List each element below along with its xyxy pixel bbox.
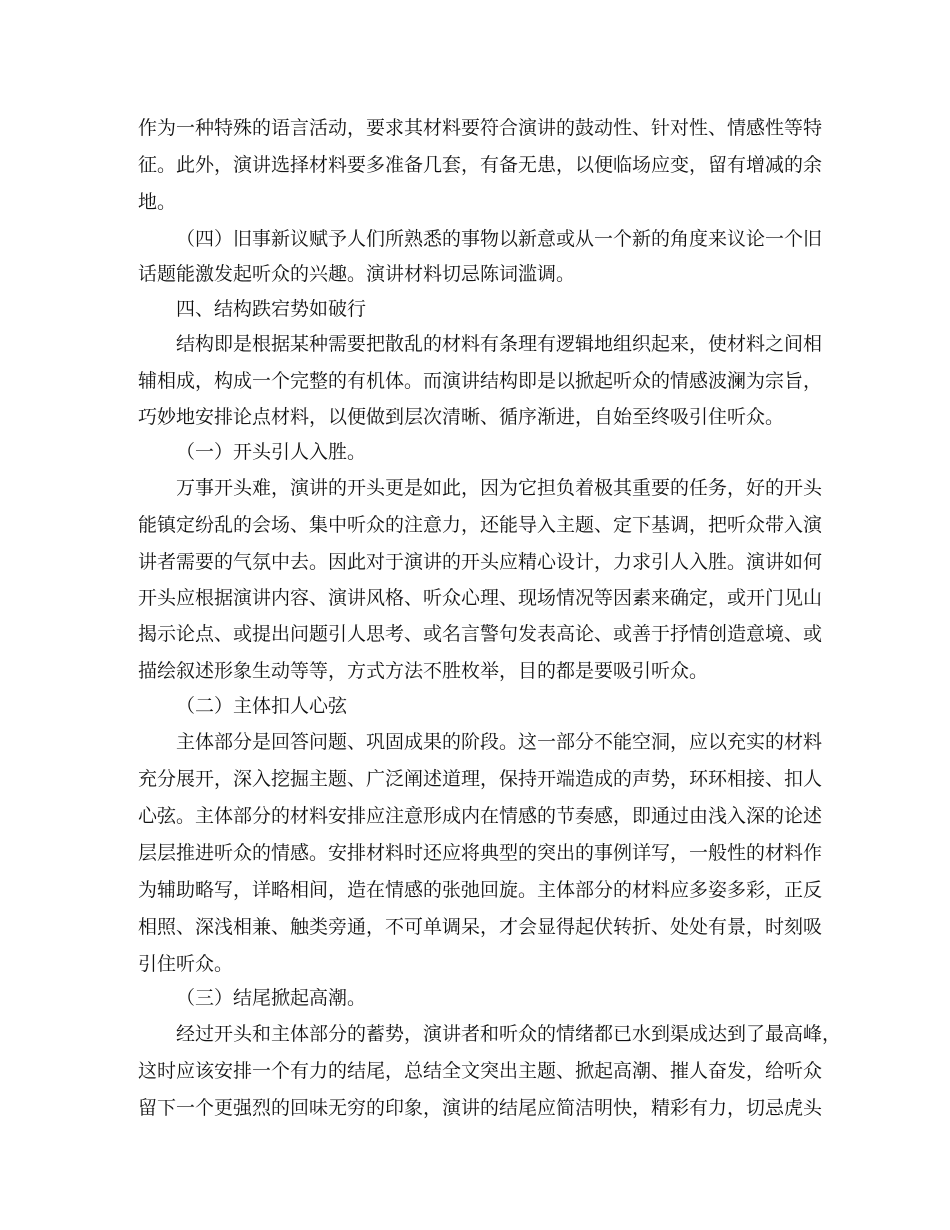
text-line: 地。 xyxy=(138,191,177,213)
subsection-heading: （三）结尾掀起高潮。 xyxy=(176,987,367,1009)
text-line: 能镇定纷乱的会场、集中听众的注意力，还能导入主题、定下基调，把听众带入演 xyxy=(138,514,823,536)
text-line: 巧妙地安排论点材料，以便做到层次清晰、循序渐进，自始至终吸引住听众。 xyxy=(138,406,785,428)
text-line: 心弦。主体部分的材料安排应注意形成内在情感的节奏感，即通过由浅入深的论述 xyxy=(138,805,823,827)
text-line: 作为一种特殊的语言活动，要求其材料要符合演讲的鼓动性、针对性、情感性等特 xyxy=(138,117,823,139)
text-line: 描绘叙述形象生动等等，方式方法不胜枚举，目的都是要吸引听众。 xyxy=(138,660,709,682)
text-line: 开头应根据演讲内容、演讲风格、听众心理、现场情况等因素来确定，或开门见山 xyxy=(138,587,823,609)
text-line: 结构即是根据某种需要把散乱的材料有条理有逻辑地组织起来，使材料之间相 xyxy=(176,333,823,355)
section-heading: 四、结构跌宕势如破行 xyxy=(176,298,367,320)
text-line: 话题能激发起听众的兴趣。演讲材料切忌陈词滥调。 xyxy=(138,263,576,285)
text-line: 这时应该安排一个有力的结尾，总结全文突出主题、掀起高潮、摧人奋发，给听众 xyxy=(138,1060,823,1082)
text-line: 征。此外，演讲选择材料要多准备几套，有备无患，以便临场应变，留有增减的余 xyxy=(138,154,823,176)
text-line: 留下一个更强烈的回味无穷的印象，演讲的结尾应简洁明快，精彩有力，切忌虎头 xyxy=(138,1097,823,1119)
text-line: 万事开头难，演讲的开头更是如此，因为它担负着极其重要的任务，好的开头 xyxy=(176,477,823,499)
text-line: 引住听众。 xyxy=(138,953,234,975)
subsection-heading: （一）开头引人入胜。 xyxy=(176,441,367,463)
subsection-heading: （二）主体扣人心弦 xyxy=(176,695,348,717)
text-line: 相照、深浅相兼、触类旁通，不可单调呆，才会显得起伏转折、处处有景，时刻吸 xyxy=(138,916,823,938)
text-line: 讲者需要的气氛中去。因此对于演讲的开头应精心设计，力求引人入胜。演讲如何 xyxy=(138,551,823,573)
text-line: 揭示论点、或提出问题引人思考、或名言警句发表高论、或善于抒情创造意境、或 xyxy=(138,623,823,645)
text-line: 主体部分是回答问题、巩固成果的阶段。这一部分不能空洞，应以充实的材料 xyxy=(176,731,823,753)
text-line: 为辅助略写，详略相间，造在情感的张弛回旋。主体部分的材料应多姿多彩，正反 xyxy=(138,879,823,901)
text-line: 辅相成，构成一个完整的有机体。而演讲结构即是以掀起听众的情感波澜为宗旨， xyxy=(138,370,823,392)
text-line: 层层推进听众的情感。安排材料时还应将典型的突出的事例详写，一般性的材料作 xyxy=(138,842,823,864)
text-line: 经过开头和主体部分的蓄势，演讲者和听众的情绪都已水到渠成达到了最高峰， xyxy=(176,1023,842,1045)
text-line: 充分展开，深入挖掘主题、广泛阐述道理，保持开端造成的声势，环环相接、扣人 xyxy=(138,768,823,790)
text-line: （四）旧事新议赋予人们所熟悉的事物以新意或从一个新的角度来议论一个旧 xyxy=(176,228,823,250)
